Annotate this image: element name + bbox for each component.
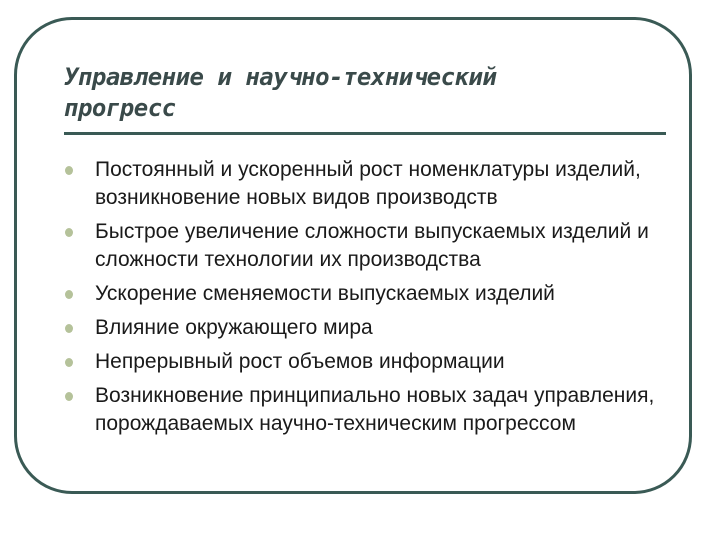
bullet-text: Ускорение сменяемости выпускаемых изделий [95,282,555,305]
bullet-text: Непрерывный рост объемов информации [95,350,505,373]
bullet-item [62,314,682,342]
slide-title-line-2: прогресс [64,94,176,122]
bullet-text: Влияние окружающего мира [95,316,373,339]
bullet-icon [65,324,73,333]
bullet-icon [65,358,73,367]
bullet-icon [65,290,73,299]
bullet-text: Быстрое увеличение сложности выпускаемых изделий и сложности технологии их производства [95,220,649,271]
title-underline [64,132,666,135]
bullet-item [62,280,682,308]
slide-title [64,62,664,124]
bullet-item [62,218,682,274]
bullet-item [62,382,682,438]
bullet-list [62,156,682,444]
bullet-icon [65,392,73,401]
bullet-icon [65,228,73,237]
slide-title-line-1: Управление и научно-технический [64,63,497,91]
bullet-text: Постоянный и ускоренный рост номенклатуры изделий, возникновение новых видов производств [95,158,641,209]
bullet-icon [65,166,73,175]
bullet-item [62,348,682,376]
bullet-text: Возникновение принципиально новых задач управления, порождаваемых научно-техническим прогрессом [95,384,655,435]
bullet-item [62,156,682,212]
